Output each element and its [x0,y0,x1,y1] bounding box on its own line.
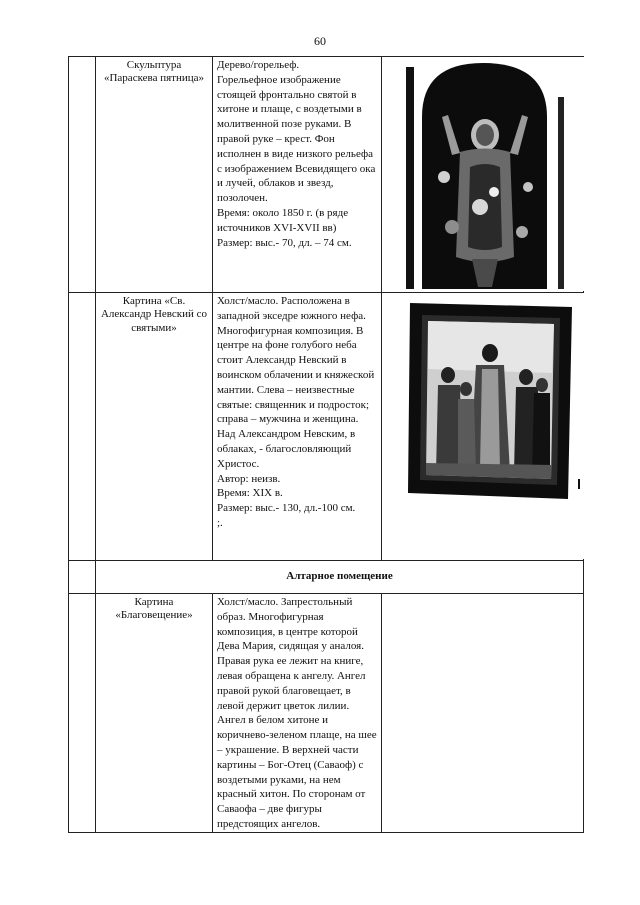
table-row [69,57,584,293]
item-date: Время: около 1850 г. (в ряде источников XVI-XVII вв) [217,206,349,234]
item-date: Время: XIX в. [217,487,283,500]
index-cell [69,561,96,594]
item-note: ;. [217,516,223,529]
item-description: Холст/масло. Расположена в западной экседре южного нефа. Многофигурная композиция. В центре на фоне голубого неба стоит Александр Невский в воинском облачении и княжеской мантии. Слева – неизвестные святые: священник и подросток; справа – мужчина и женщина. Над Александром Невским, в облаках, - благословляющий Христос. [217,295,375,470]
page-number: 60 [314,34,326,48]
description-cell [213,293,382,561]
item-description: Холст/масло. Запрестольный образ. Многофигурная композиция, в центре которой Дева Мария, сидящая у аналоя. Правая рука ее лежит на книге, левая обращена к ангелу. Ангел правой рукой благовещает, в левой держит цветок лилии. Ангел в белом хитоне и коричнево-зеленом плаще, на шее – украшение. В верхней части картины – Бог-Отец (Саваоф) с воздетыми руками, на нем красный хитон. По сторонам от Саваофа – две фигуры предстоящих ангелов. [217,596,377,830]
item-material: Дерево/горельеф. [217,59,300,71]
photo-cell [382,57,584,293]
item-description: Горельефное изображение стоящей фронтально святой в хитоне и плаще, с воздетыми в молитвенной позе руками. В правой руке – крест. Фон исполнен в виде низкого рельефа с изображением Всевидящего ока и лучей, облаков и звезд, позолочен. [217,73,376,205]
item-author: Автор: неизв. [217,472,281,485]
inventory-table [68,56,584,833]
item-name: Картина «Св. Александр Невский со святыми» [100,295,208,334]
name-cell [96,293,213,561]
section-row [69,561,584,594]
description-cell [213,594,382,833]
name-cell [96,57,213,293]
item-size: Размер: выс.- 130, дл.-100 см. [217,502,356,515]
table-row [69,594,584,833]
index-cell [69,594,96,833]
table-row [69,293,584,561]
index-cell [69,57,96,293]
section-title: Алтарное помещение [96,561,584,594]
painting-photo [382,293,584,559]
name-cell [96,594,213,833]
description-cell [213,57,382,293]
sculpture-photo [382,57,584,291]
item-name: Скульптура «Параскева пятница» [103,59,205,85]
item-name: Картина «Благовещение» [115,596,193,622]
photo-cell [382,594,584,833]
item-size: Размер: выс.- 70, дл. – 74 см. [217,236,352,249]
index-cell [69,293,96,561]
photo-cell [382,293,584,561]
